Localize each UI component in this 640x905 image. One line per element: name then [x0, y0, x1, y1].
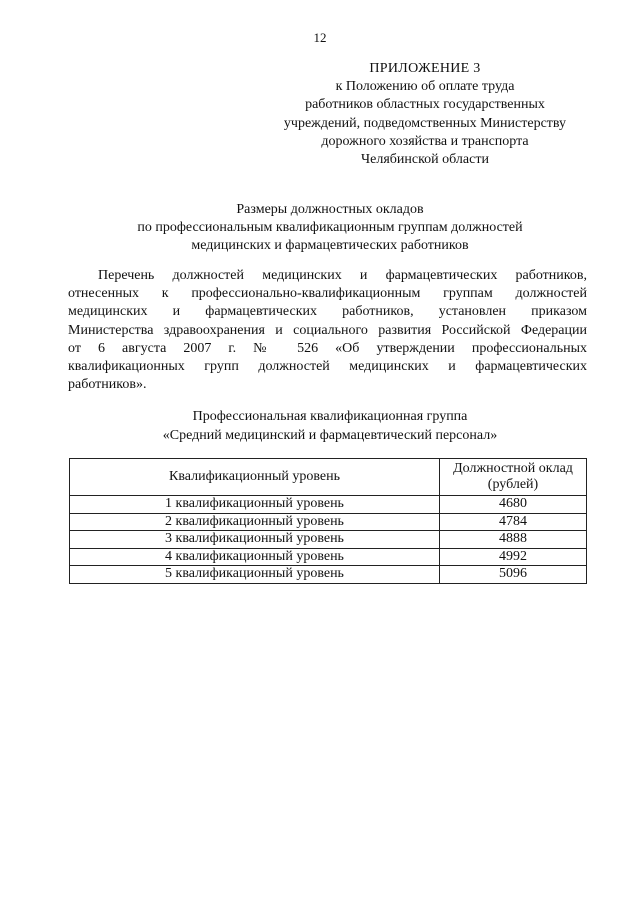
- document-title-line: Размеры должностных окладов: [236, 202, 424, 217]
- header-level: Квалификационный уровень: [70, 459, 440, 496]
- paragraph-line: отнесенных к профессионально-квалификационным группам должностей: [68, 286, 587, 302]
- table-row: [70, 566, 587, 584]
- paragraph-line: от 6 августа 2007 г. № 526 «Об утверждении профессиональных: [68, 340, 587, 356]
- group-title-line: Профессиональная квалификационная группа: [192, 409, 468, 424]
- table-row: [70, 496, 587, 514]
- paragraph-line: Министерства здравоохранения и социального развития Российской Федерации: [68, 322, 587, 338]
- group-title: [60, 408, 600, 445]
- cell-level: 1 квалификационный уровень: [70, 496, 440, 514]
- cell-level: 3 квалификационный уровень: [70, 531, 440, 549]
- cell-level: 5 квалификационный уровень: [70, 566, 440, 584]
- cell-salary: 4680: [440, 496, 587, 514]
- appendix-line: Челябинской области: [361, 152, 489, 168]
- document-title: [60, 201, 600, 255]
- document-title-line: по профессиональным квалификационным группам должностей: [137, 220, 523, 235]
- appendix-line: работников областных государственных: [305, 97, 545, 113]
- cell-salary: 4992: [440, 548, 587, 566]
- body-paragraph: [68, 267, 587, 394]
- appendix-block: [250, 60, 600, 169]
- header-salary-line: Должностной оклад: [453, 461, 573, 476]
- appendix-line: учреждений, подведомственных Министерству: [283, 115, 567, 131]
- appendix-line: к Положению об оплате труда: [335, 79, 515, 95]
- group-title-line: «Средний медицинский и фармацевтический персонал»: [162, 427, 498, 443]
- paragraph-line: работников».: [68, 377, 147, 393]
- table-row: [70, 531, 587, 549]
- header-salary-unit: (рублей): [487, 477, 539, 492]
- appendix-title: ПРИЛОЖЕНИЕ 3: [369, 61, 481, 76]
- paragraph-line: квалификационных групп должностей медицинских и фармацевтических: [68, 359, 587, 375]
- paragraph-line: Перечень должностей медицинских и фармацевтических работников,: [98, 268, 587, 283]
- cell-salary: 4784: [440, 513, 587, 531]
- header-salary: [440, 459, 587, 496]
- cell-level: 4 квалификационный уровень: [70, 548, 440, 566]
- salary-table: [69, 458, 587, 584]
- cell-level: 2 квалификационный уровень: [70, 513, 440, 531]
- table-row: [70, 513, 587, 531]
- document-title-line: медицинских и фармацевтических работников: [191, 238, 469, 253]
- paragraph-line: медицинских и фармацевтических работников, установлен приказом: [68, 304, 587, 320]
- table-header-row: [70, 459, 587, 496]
- cell-salary: 4888: [440, 531, 587, 549]
- table-row: [70, 548, 587, 566]
- cell-salary: 5096: [440, 566, 587, 584]
- page-number: 12: [313, 30, 327, 45]
- appendix-line: дорожного хозяйства и транспорта: [321, 133, 529, 149]
